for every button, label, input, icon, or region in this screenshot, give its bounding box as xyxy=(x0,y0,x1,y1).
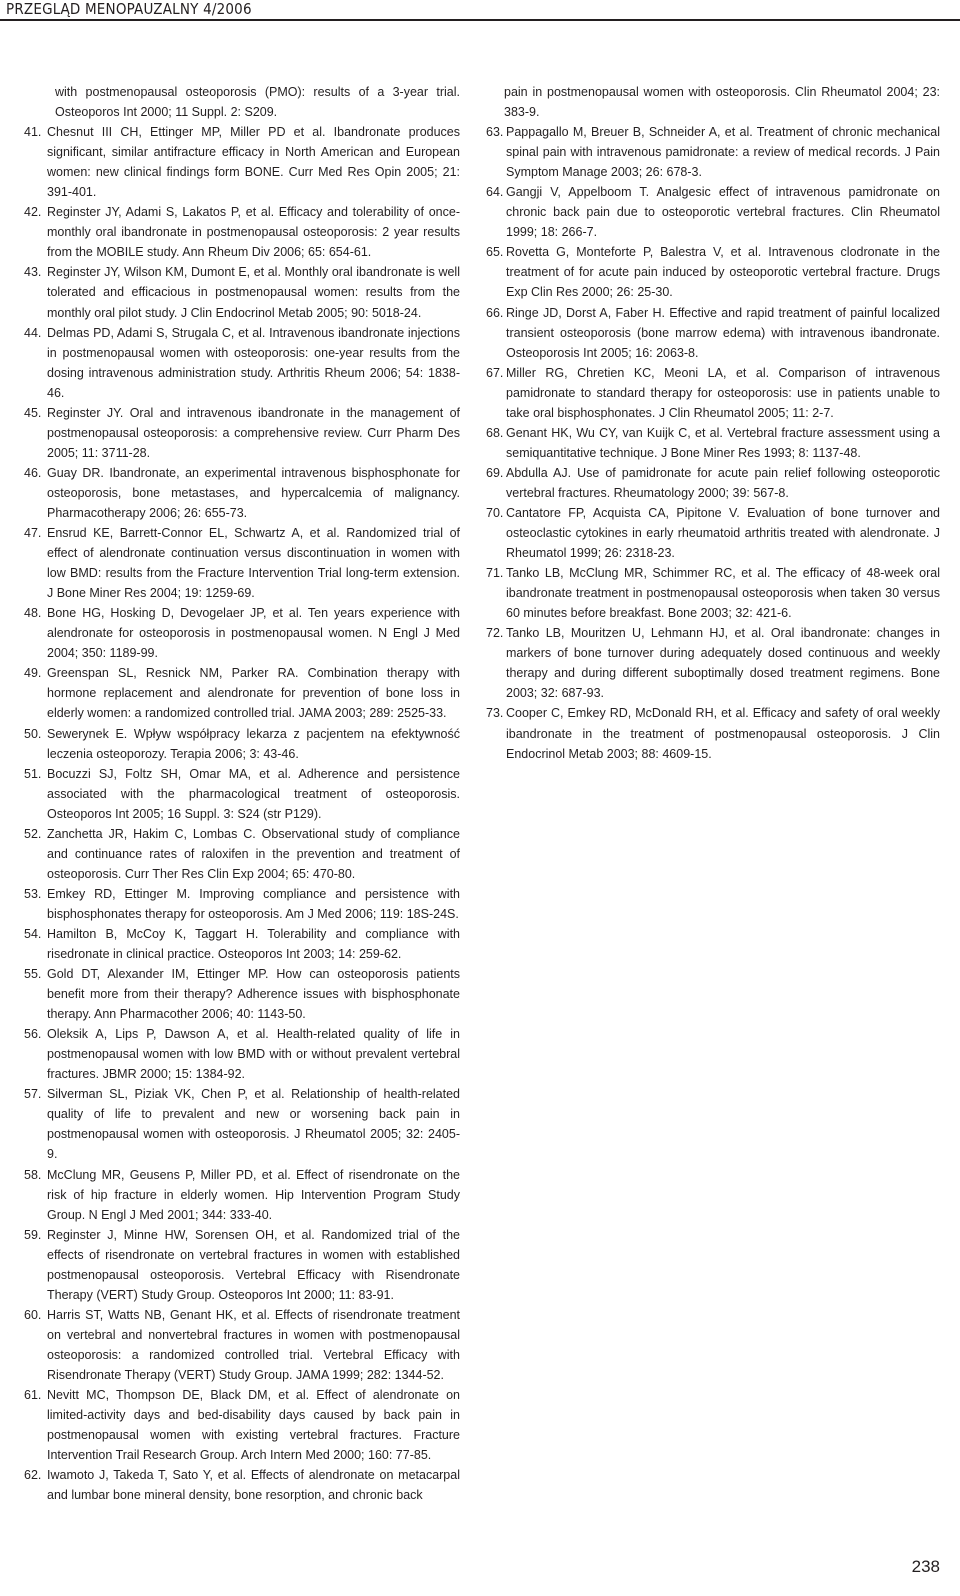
reference-item xyxy=(24,764,460,824)
reference-number: 61. xyxy=(24,1388,42,1403)
reference-item xyxy=(24,523,460,603)
reference-text: Reginster JY, Wilson KM, Dumont E, et al. Monthly oral ibandronate is well tolerated and efficacious in postmenopausal women: results from the monthly oral pilot study. J Clin Endocrinol Metab 2005; 90: 5018-24. xyxy=(47,265,460,320)
reference-number: 41. xyxy=(24,125,42,140)
reference-number: 46. xyxy=(24,465,42,480)
reference-text: Sewerynek E. Wpływ współpracy lekarza z pacjentem na efektywność leczenia osteoporozy. Terapia 2006; 3: 43-46. xyxy=(47,726,460,761)
reference-number: 64. xyxy=(486,185,504,200)
left-column xyxy=(24,82,460,1505)
reference-item xyxy=(486,623,940,703)
reference-number: 63. xyxy=(486,125,504,140)
reference-text: Bone HG, Hosking D, Devogelaer JP, et al. Ten years experience with alendronate for osteoporosis in postmenopausal women. N Engl J Med 2004; 350: 1189-99. xyxy=(47,606,460,661)
reference-item xyxy=(486,703,940,763)
reference-item xyxy=(486,463,940,503)
reference-number: 60. xyxy=(24,1307,42,1322)
reference-text: Emkey RD, Ettinger M. Improving compliance and persistence with bisphosphonates therapy for osteoporosis. Am J Med 2006; 119: 18S-24S. xyxy=(47,886,460,921)
reference-item xyxy=(486,423,940,463)
reference-item xyxy=(24,262,460,322)
reference-number: 49. xyxy=(24,666,42,681)
reference-item xyxy=(486,303,940,363)
reference-text: McClung MR, Geusens P, Miller PD, et al. Effect of risendronate on the risk of hip fracture in elderly women. Hip Intervention Program Study Group. N Engl J Med 2001; 344: 333-40. xyxy=(47,1167,460,1222)
reference-text: Ringe JD, Dorst A, Faber H. Effective and rapid treatment of painful localized transient osteoporosis (bone marrow edema) with intravenous ibandronate. Osteoporosis Int 2005; 16: 2063-8. xyxy=(506,305,940,360)
reference-number: 69. xyxy=(486,465,504,480)
reference-number: 44. xyxy=(24,325,42,340)
reference-item xyxy=(24,1024,460,1084)
reference-text: Greenspan SL, Resnick NM, Parker RA. Combination therapy with hormone replacement and alendronate for prevention of bone loss in elderly women: a randomized controlled trial. JAMA 2003; 289: 2525-33. xyxy=(47,666,460,721)
reference-text: Chesnut III CH, Ettinger MP, Miller PD et al. Ibandronate produces significant, similar antifracture efficacy in North American and European women: new clinical findings form BONE. Curr Med Res Opin 2005; 21: 391-401. xyxy=(47,125,460,200)
reference-number: 73. xyxy=(486,706,504,721)
reference-item xyxy=(24,403,460,463)
reference-text: Harris ST, Watts NB, Genant HK, et al. Effects of risendronate treatment on vertebral and nonvertebral fractures in women with postmenopausal osteoporosis: a randomized controlled trial. Vertebral Efficacy with Risendronate Therapy (VERT) Study Group. JAMA 1999; 282: 1344-52. xyxy=(47,1307,460,1382)
reference-item xyxy=(24,663,460,723)
reference-text: Silverman SL, Piziak VK, Chen P, et al. Relationship of health-related quality of life to prevalent and new or worsening back pain in postmenopausal women with osteoporosis. J Rheumatol 2005; 32: 2405-9. xyxy=(47,1087,460,1162)
reference-item xyxy=(24,1165,460,1225)
reference-list-right xyxy=(486,122,940,764)
reference-continuation: with postmenopausal osteoporosis (PMO): results of a 3-year trial. Osteoporos Int 2000; 11 Suppl. 2: S209. xyxy=(55,85,460,120)
running-header xyxy=(0,0,960,40)
reference-list-left xyxy=(24,122,460,1505)
reference-number: 65. xyxy=(486,245,504,260)
reference-number: 43. xyxy=(24,265,42,280)
reference-text: Tanko LB, McClung MR, Schimmer RC, et al. The efficacy of 48-week oral ibandronate treatment in postmenopausal osteoporosis when taken 30 versus 60 minutes before breakfast. Bone 2003; 32: 421-6. xyxy=(506,566,940,621)
reference-number: 55. xyxy=(24,967,42,982)
reference-number: 58. xyxy=(24,1167,42,1182)
reference-number: 42. xyxy=(24,205,42,220)
reference-number: 56. xyxy=(24,1027,42,1042)
reference-item xyxy=(24,724,460,764)
reference-item xyxy=(24,1385,460,1465)
reference-item xyxy=(486,182,940,242)
journal-title: PRZEGLĄD MENOPAUZALNY 4/2006 xyxy=(6,0,252,18)
reference-item xyxy=(24,1084,460,1164)
reference-text: Reginster J, Minne HW, Sorensen OH, et al. Randomized trial of the effects of risendronate on vertebral fractures in women with established postmenopausal osteoporosis. Vertebral Efficacy with Risendronate Therapy (VERT) Study Group. Osteoporos Int 2000; 11: 83-91. xyxy=(47,1227,460,1302)
reference-text: Cooper C, Emkey RD, McDonald RH, et al. Efficacy and safety of oral weekly ibandronate in the treatment of postmenopausal osteoporosis. J Clin Endocrinol Metab 2003; 88: 4609-15. xyxy=(506,706,940,761)
reference-text: Zanchetta JR, Hakim C, Lombas C. Observational study of compliance and continuance rates of raloxifen in the prevention and treatment of osteoporosis. Curr Ther Res Clin Exp 2004; 65: 470-80. xyxy=(47,826,460,881)
header-rule xyxy=(0,19,960,21)
page-number: 238 xyxy=(911,1557,940,1576)
reference-text: Hamilton B, McCoy K, Taggart H. Tolerability and compliance with risedronate in clinical practice. Osteoporos Int 2003; 14: 259-62. xyxy=(47,926,460,962)
reference-item xyxy=(24,463,460,523)
right-column xyxy=(486,82,940,764)
reference-item xyxy=(24,323,460,403)
reference-item xyxy=(24,924,460,964)
reference-item xyxy=(24,202,460,262)
reference-number: 70. xyxy=(486,505,504,520)
reference-number: 53. xyxy=(24,886,42,901)
reference-number: 52. xyxy=(24,826,42,841)
reference-item xyxy=(486,563,940,623)
reference-number: 62. xyxy=(24,1468,42,1483)
reference-text: Oleksik A, Lips P, Dawson A, et al. Health-related quality of life in postmenopausal women with low BMD with or without prevalent vertebral fractures. JBMR 2000; 15: 1384-92. xyxy=(47,1027,460,1082)
reference-text: Genant HK, Wu CY, van Kuijk C, et al. Vertebral fracture assessment using a semiquantitative technique. J Bone Miner Res 1993; 8: 1137-48. xyxy=(506,425,940,460)
reference-text: Iwamoto J, Takeda T, Sato Y, et al. Effects of alendronate on metacarpal and lumbar bone mineral density, bone resorption, and chronic back xyxy=(47,1468,460,1503)
reference-number: 59. xyxy=(24,1227,42,1242)
reference-item xyxy=(486,242,940,302)
reference-text: Cantatore FP, Acquista CA, Pipitone V. Evaluation of bone turnover and osteoclastic cytokines in early rheumatoid arthritis treated with alendronate. J Rheumatol 1999; 26: 2318-23. xyxy=(506,505,940,561)
reference-text: Tanko LB, Mouritzen U, Lehmann HJ, et al. Oral ibandronate: changes in markers of bone turnover during adequately dosed continuous and weekly therapy and during different suboptimally dosed treatment regimens. Bone 2003; 32: 687-93. xyxy=(506,626,940,701)
reference-number: 66. xyxy=(486,305,504,320)
reference-number: 71. xyxy=(486,566,504,581)
reference-text: Nevitt MC, Thompson DE, Black DM, et al. Effect of alendronate on limited-activity days and bed-disability days caused by back pain in postmenopausal women with existing vertebral fractures. Fracture Intervention Trail Research Group. Arch Intern Med 2000; 160: 77-85. xyxy=(47,1388,460,1463)
reference-item xyxy=(24,1225,460,1305)
reference-continuation: pain in postmenopausal women with osteoporosis. Clin Rheumatol 2004; 23: 383-9. xyxy=(504,85,940,120)
reference-item xyxy=(24,884,460,924)
reference-text: Rovetta G, Monteforte P, Balestra V, et al. Intravenous clodronate in the treatment of for acute pain induced by osteoporotic vertebral fracture. Drugs Exp Clin Res 2000; 26: 25-30. xyxy=(506,245,940,300)
reference-item xyxy=(24,1305,460,1385)
reference-number: 50. xyxy=(24,726,42,741)
reference-number: 45. xyxy=(24,405,42,420)
reference-number: 51. xyxy=(24,766,42,781)
reference-number: 72. xyxy=(486,626,504,641)
reference-item xyxy=(24,964,460,1024)
reference-text: Delmas PD, Adami S, Strugala C, et al. Intravenous ibandronate injections in postmenopausal women with osteoporosis: one-year results from the dosing intravenous administration study. Arthritis Rheum 2006; 54: 1838-46. xyxy=(47,325,460,400)
reference-item xyxy=(24,603,460,663)
reference-number: 57. xyxy=(24,1087,42,1102)
reference-text: Abdulla AJ. Use of pamidronate for acute pain relief following osteoporotic vertebral fractures. Rheumatology 2000; 39: 567-8. xyxy=(506,465,940,500)
reference-text: Gold DT, Alexander IM, Ettinger MP. How can osteoporosis patients benefit more from their therapy? Adherence issues with bisphosphonate therapy. Ann Pharmacother 2006; 40: 1143-50. xyxy=(47,967,460,1022)
reference-item xyxy=(24,824,460,884)
reference-number: 48. xyxy=(24,606,42,621)
reference-text: Reginster JY. Oral and intravenous ibandronate in the management of postmenopausal osteoporosis: a comprehensive review. Curr Pharm Des 2005; 11: 3711-28. xyxy=(47,405,460,460)
reference-number: 54. xyxy=(24,926,42,941)
reference-text: Pappagallo M, Breuer B, Schneider A, et al. Treatment of chronic mechanical spinal pain with intravenous pamidronate: a review of medical records. J Pain Symptom Manage 2003; 26: 678-3. xyxy=(506,125,940,180)
reference-text: Bocuzzi SJ, Foltz SH, Omar MA, et al. Adherence and persistence associated with the pharmacological treatment of osteoporosis. Osteoporos Int 2005; 16 Suppl. 3: S24 (str P129). xyxy=(47,766,460,821)
reference-text: Gangji V, Appelboom T. Analgesic effect of intravenous pamidronate on chronic back pain due to osteoporotic vertebral fractures. Clin Rheumatol 1999; 18: 266-7. xyxy=(506,185,940,240)
reference-item xyxy=(486,363,940,423)
reference-text: Reginster JY, Adami S, Lakatos P, et al. Efficacy and tolerability of once-monthly oral ibandronate in postmenopausal osteoporosis: 2 year results from the MOBILE study. Ann Rheum Div 2006; 65: 654-61. xyxy=(47,205,460,260)
reference-text: Ensrud KE, Barrett-Connor EL, Schwartz A, et al. Randomized trial of effect of alendronate continuation versus discontinuation in women with low BMD: results from the Fracture Intervention Trial long-term extension. J Bone Miner Res 2004; 19: 1259-69. xyxy=(47,526,460,601)
reference-text: Miller RG, Chretien KC, Meoni LA, et al. Comparison of intravenous pamidronate to standard therapy for osteoporosis: use in patients unable to take oral bisphosphonates. J Clin Rheumatol 2005; 11: 2-7. xyxy=(506,365,940,420)
reference-number: 68. xyxy=(486,425,504,440)
reference-item xyxy=(24,1465,460,1505)
reference-item xyxy=(486,503,940,563)
reference-item xyxy=(486,122,940,182)
reference-item xyxy=(24,122,460,202)
reference-number: 67. xyxy=(486,365,504,380)
reference-text: Guay DR. Ibandronate, an experimental intravenous bisphosphonate for osteoporosis, bone metastases, and hypercalcemia of malignancy. Pharmacotherapy 2006; 26: 655-73. xyxy=(47,465,460,520)
reference-number: 47. xyxy=(24,526,42,541)
